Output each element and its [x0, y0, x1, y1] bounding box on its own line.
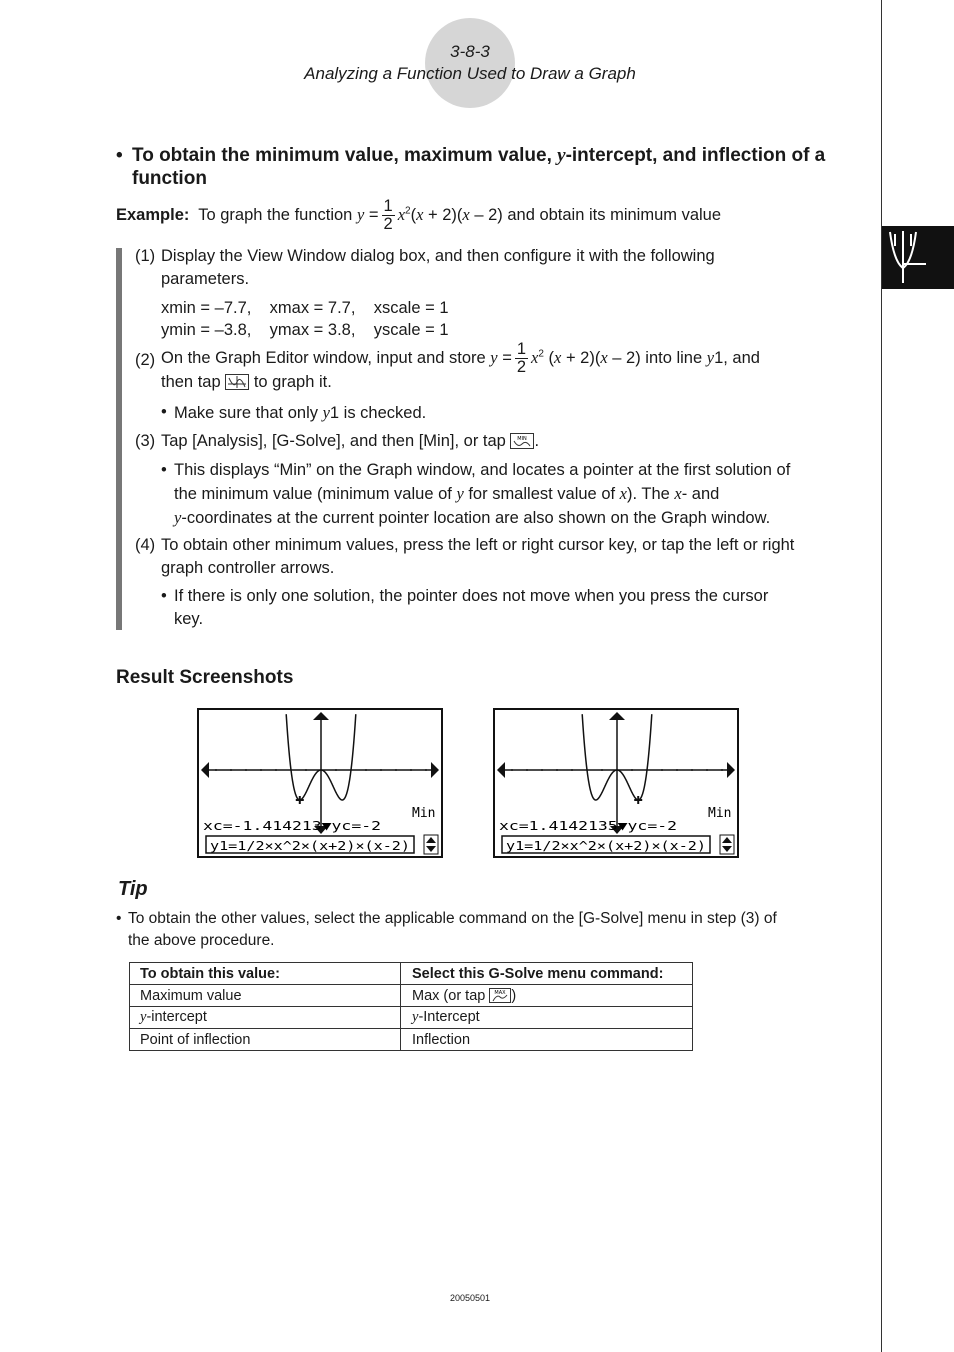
note-text: - and [681, 485, 720, 503]
graph-area [201, 712, 439, 834]
function-input[interactable]: y1=1/2×x^2×(x+2)×(x-2) [210, 838, 410, 853]
note-line-3 [174, 506, 864, 530]
graph-screen-1 [199, 710, 441, 856]
var-y: y [356, 204, 365, 224]
step-4-note-bullet: • [161, 587, 167, 605]
step-1-number: (1) [135, 247, 156, 265]
note-line-2 [174, 482, 864, 506]
step-2-number: (2) [135, 351, 156, 369]
tip-bullet: • [116, 910, 122, 927]
page-title: Analyzing a Function Used to Draw a Graph [304, 64, 636, 83]
step-3-number: (3) [135, 432, 156, 450]
params-row-2: ymin = –3.8, ymax = 3.8, yscale = 1 [161, 321, 449, 339]
graph-function-icon [882, 226, 954, 289]
right-arrow[interactable] [727, 762, 735, 778]
eq-part: + 2)( [423, 205, 463, 224]
right-arrow[interactable] [431, 762, 439, 778]
section-number: 3-8-3 [450, 42, 490, 61]
var-x: x [462, 204, 470, 224]
note-text: for smallest value of [463, 485, 620, 503]
var-y: y [706, 347, 715, 367]
procedure-bar [116, 248, 122, 630]
var-x: x [531, 347, 539, 367]
frac-num: 1 [516, 340, 527, 358]
graph-area [497, 712, 735, 834]
example-text: To graph the function [198, 205, 353, 224]
var-y: y [412, 1009, 419, 1025]
table-cell [130, 1007, 401, 1029]
eq-part: – 2) into line [607, 348, 707, 367]
min-label: Min [412, 806, 436, 821]
tip-line-1: To obtain the other values, select the applicable command on the [G-Solve] menu in step (3) of [128, 910, 777, 927]
step-2-note-bullet: • [161, 403, 167, 421]
frac-den: 2 [516, 358, 527, 376]
step-4-note [174, 585, 864, 631]
var-x: x [619, 484, 627, 503]
graph-screen-2 [495, 710, 737, 856]
scroll-arrows[interactable] [720, 835, 734, 854]
left-arrow[interactable] [497, 762, 505, 778]
note-text: the minimum value (minimum value of [174, 485, 457, 503]
step-1-line-1: Display the View Window dialog box, and then configure it with the following [161, 247, 715, 265]
table-cell [401, 1007, 693, 1029]
exponent: 2 [405, 205, 411, 217]
step-2-note [174, 401, 426, 425]
var-x: x [600, 347, 608, 367]
table-cell: Point of inflection [130, 1029, 401, 1051]
screenshot-2 [493, 708, 739, 858]
tip-line-2: the above procedure. [128, 932, 275, 949]
tip-text [116, 908, 856, 952]
footer-code: 20050501 [449, 1293, 491, 1303]
fraction [515, 341, 528, 376]
step-2-text: then tap [161, 373, 221, 391]
var-x: x [397, 204, 406, 224]
eq-part: ( [543, 348, 555, 367]
cell-text: Max (or tap [412, 987, 486, 1004]
cell-text: -intercept [146, 1009, 207, 1025]
note-line-2: key. [174, 610, 204, 628]
step-3-note-bullet: • [161, 461, 167, 479]
table-row [130, 1029, 693, 1051]
eq-part: – 2) and obtain its minimum value [469, 205, 722, 224]
chapter-tab [882, 226, 954, 289]
up-arrow[interactable] [313, 712, 329, 720]
scroll-arrows[interactable] [424, 835, 438, 854]
svg-text:MAX: MAX [494, 989, 506, 996]
max-icon [489, 988, 511, 1003]
var-y: y [456, 484, 464, 503]
graph-icon[interactable] [225, 374, 249, 390]
step-4-line-2: graph controller arrows. [161, 559, 335, 577]
margin-rule [881, 0, 882, 1352]
var-y: y [140, 1009, 147, 1025]
heading-bullet: • [116, 145, 123, 166]
step-4-number: (4) [135, 536, 156, 554]
note-text: ). The [627, 485, 675, 503]
screenshot-1 [197, 708, 443, 858]
table-cell [401, 985, 693, 1007]
svg-text:MIN: MIN [517, 436, 528, 442]
step-1-text [161, 245, 861, 291]
fraction [382, 198, 395, 233]
step-2-text: On the Graph Editor window, input and store [161, 348, 486, 367]
var-y: y [322, 403, 330, 422]
section-heading [116, 144, 866, 190]
coordinate-readout: xc=-1.414213▼yc=-2 [203, 818, 381, 833]
frac-num: 1 [383, 197, 393, 215]
table-header-cell: Select this G-Solve menu command: [401, 963, 693, 985]
cell-text: -Intercept [418, 1009, 480, 1025]
table-header-cell: To obtain this value: [130, 963, 401, 985]
step-3-note [174, 459, 864, 530]
coordinate-readout: xc=1.4142135▼yc=-2 [499, 818, 677, 833]
heading-text-2: -intercept, and inflection of a function [132, 145, 826, 189]
frac-den: 2 [383, 215, 393, 233]
var-x: x [554, 347, 562, 367]
table-cell: Inflection [401, 1029, 693, 1051]
note-text: Make sure that only [174, 404, 323, 422]
eq-part: ( [410, 205, 417, 224]
params-row-1: xmin = –7.7, xmax = 7.7, xscale = 1 [161, 299, 449, 317]
var-x: x [674, 484, 682, 503]
tip-heading: Tip [118, 878, 148, 900]
step-2-text: to graph it. [253, 373, 332, 391]
left-arrow[interactable] [201, 762, 209, 778]
exponent: 2 [538, 348, 544, 360]
header-decoration-circle [425, 18, 515, 108]
step-4-text [161, 534, 861, 580]
min-label: Min [708, 806, 732, 821]
note-text: 1 is checked. [329, 404, 427, 422]
note-line-1: This displays “Min” on the Graph window, and locates a pointer at the first solution of [174, 461, 791, 479]
table-row [130, 1007, 693, 1029]
cell-text: ) [511, 987, 517, 1004]
min-icon[interactable] [510, 433, 534, 449]
example-line [116, 198, 721, 233]
var-x: x [416, 204, 424, 224]
heading-var: y [557, 145, 566, 166]
table-header-row [130, 963, 693, 985]
note-line-1: If there is only one solution, the pointer does not move when you press the cursor [174, 587, 769, 605]
gsolve-table [129, 962, 693, 1051]
var-y: y [174, 508, 182, 527]
up-arrow[interactable] [609, 712, 625, 720]
heading-text: To obtain the minimum value, maximum value, [132, 145, 558, 166]
period: . [534, 432, 540, 450]
step-3-label: Tap [Analysis], [G-Solve], and then [Min], or tap [161, 432, 506, 450]
step-1-line-2: parameters. [161, 270, 250, 288]
eq-part: + 2)( [561, 348, 601, 367]
note-text: -coordinates at the current pointer location are also shown on the Graph window. [181, 509, 771, 527]
result-heading: Result Screenshots [116, 667, 294, 688]
var-y: y [490, 347, 498, 367]
table-cell: Maximum value [130, 985, 401, 1007]
equals: = [502, 348, 512, 367]
equals: = [368, 205, 379, 224]
step-4-line-1: To obtain other minimum values, press the left or right cursor key, or tap the left or right [161, 536, 795, 554]
step-2-line-2 [161, 371, 332, 394]
function-input[interactable]: y1=1/2×x^2×(x+2)×(x-2) [506, 838, 706, 853]
table-row [130, 985, 693, 1007]
eq-part: 1, and [714, 348, 760, 367]
example-label: Example: [116, 205, 190, 224]
step-3-text [161, 430, 539, 453]
